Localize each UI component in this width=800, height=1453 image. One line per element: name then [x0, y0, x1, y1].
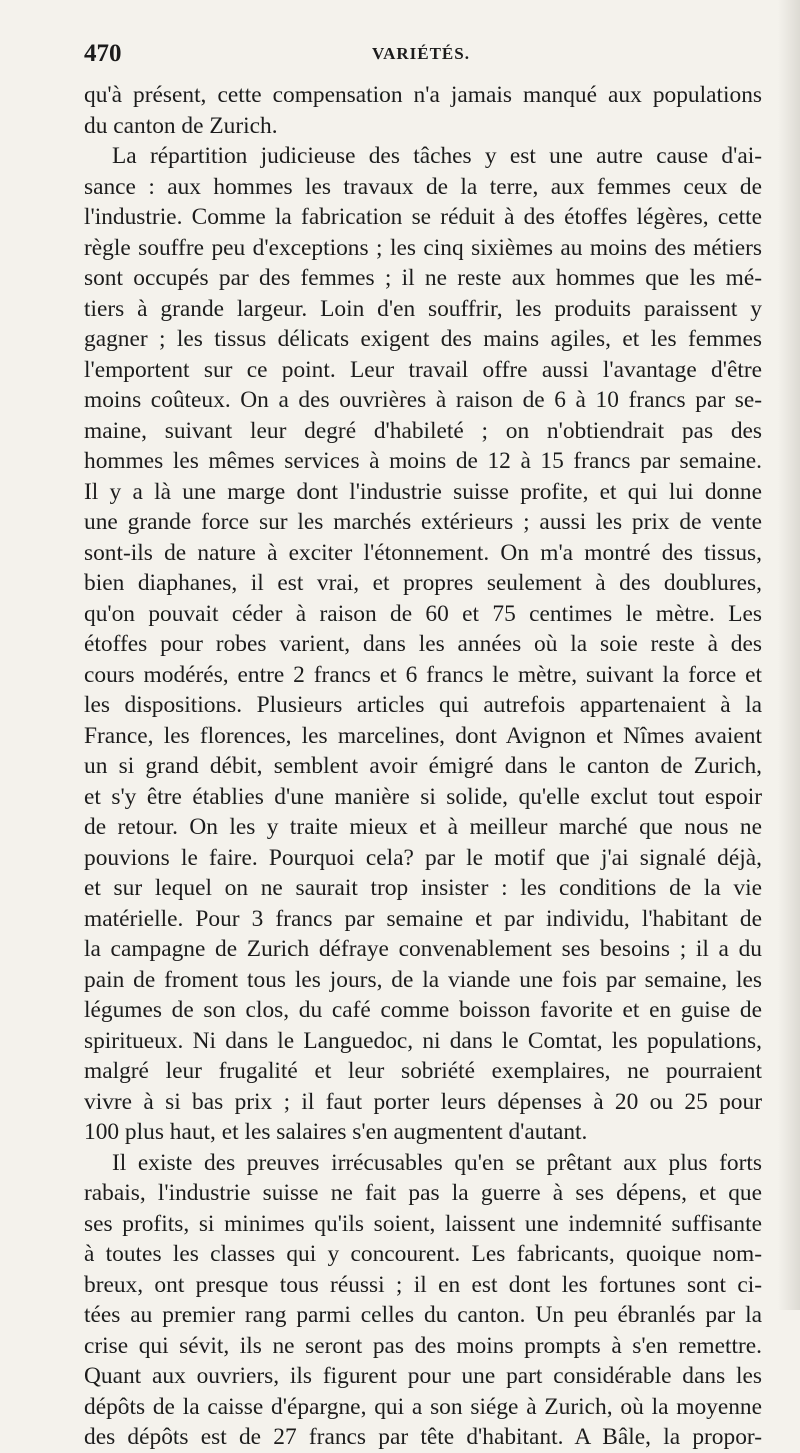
text-line: règle souffre peu d'exceptions ; les cinq sixièmes au moins des métiers: [84, 234, 762, 261]
text-line: vivre à si bas prix ; il faut porter leurs dépenses à 20 ou 25 pour: [84, 1088, 762, 1115]
text-line: tiers à grande largeur. Loin d'en souffrir, les produits paraissent y: [84, 295, 762, 322]
text-line: breux, ont presque tous réussi ; il en est dont les fortunes sont ci-: [84, 1271, 762, 1298]
text-line: Il existe des preuves irrécusables qu'en se prêtant aux plus forts: [112, 1149, 762, 1176]
text-line: spiritueux. Ni dans le Languedoc, ni dans le Comtat, les populations,: [84, 1027, 762, 1054]
page-header: [84, 34, 760, 80]
text-line: de retour. On les y traite mieux et à meilleur marché que nous ne: [84, 814, 762, 840]
text-line: crise qui sévit, ils ne seront pas des moins prompts à s'en remettre.: [84, 1332, 762, 1359]
text-line: les dispositions. Plusieurs articles qui autrefois appartenaient à la: [84, 692, 762, 718]
text-line: matérielle. Pour 3 francs par semaine et par individu, l'habitant de: [84, 905, 762, 932]
text-line: un si grand débit, semblent avoir émigré dans le canton de Zurich,: [84, 753, 762, 779]
text-line: l'industrie. Comme la fabrication se réduit à des étoffes légères, cette: [84, 204, 762, 230]
text-line: rabais, l'industrie suisse ne fait pas la guerre à ses dépens, et que: [84, 1180, 762, 1206]
text-line: France, les florences, les marcelines, dont Avignon et Nîmes avaient: [84, 722, 762, 749]
text-line: bien diaphanes, il est vrai, et propres seulement à des doublures,: [84, 570, 762, 596]
text-line: qu'on pouvait céder à raison de 60 et 75 centimes le mètre. Les: [84, 600, 762, 627]
text-line: La répartition judicieuse des tâches y est une autre cause d'ai-: [112, 143, 762, 169]
text-line: 100 plus haut, et les salaires s'en augmentent d'autant.: [84, 1119, 588, 1145]
text-line: une grande force sur les marchés extérieurs ; aussi les prix de vente: [84, 509, 762, 535]
text-line: pouvions le faire. Pourquoi cela? par le motif que j'ai signalé déjà,: [84, 844, 762, 871]
text-line: sont occupés par des femmes ; il ne reste aux hommes que les mé-: [84, 265, 762, 291]
text-line: légumes de son clos, du café comme boisson favorite et en guise de: [84, 997, 762, 1023]
text-line: dépôts de la caisse d'épargne, qui a son siége à Zurich, où la moyenne: [84, 1393, 762, 1420]
text-line: moins coûteux. On a des ouvrières à raison de 6 à 10 francs par se-: [84, 387, 762, 413]
text-line: tées au premier rang parmi celles du canton. Un peu ébranlés par la: [84, 1302, 762, 1328]
text-line: étoffes pour robes varient, dans les années où la soie reste à des: [84, 631, 762, 657]
text-line: gagner ; les tissus délicats exigent des mains agiles, et les femmes: [84, 326, 762, 352]
text-line: sont-ils de nature à exciter l'étonnement. On m'a montré des tissus,: [84, 539, 762, 566]
text-line: pain de froment tous les jours, de la viande une fois par semaine, les: [84, 966, 762, 993]
text-line: Quant aux ouvriers, ils figurent pour une part considérable dans les: [84, 1363, 762, 1389]
text-line: maine, suivant leur degré d'habileté ; on n'obtiendrait pas des: [84, 417, 762, 444]
running-title: VARIÉTÉS.: [372, 44, 470, 63]
text-line: cours modérés, entre 2 francs et 6 francs le mètre, suivant la force et: [84, 661, 762, 688]
text-line: l'emportent sur ce point. Leur travail offre aussi l'avantage d'être: [84, 356, 762, 383]
text-line: ses profits, si minimes qu'ils soient, laissent une indemnité suffisante: [84, 1210, 762, 1237]
text-line: du canton de Zurich.: [84, 112, 278, 139]
text-line: sance : aux hommes les travaux de la terre, aux femmes ceux de: [84, 173, 762, 200]
text-line: des dépôts est de 27 francs par tête d'habitant. A Bâle, la propor-: [84, 1424, 762, 1450]
text-line: qu'à présent, cette compensation n'a jamais manqué aux populations: [84, 82, 762, 108]
text-line: Il y a là une marge dont l'industrie suisse profite, et qui lui donne: [84, 478, 762, 505]
text-line: et sur lequel on ne saurait trop insister : les conditions de la vie: [84, 875, 762, 901]
text-line: la campagne de Zurich défraye convenablement ses besoins ; il a du: [84, 936, 762, 962]
text-line: hommes les mêmes services à moins de 12 à 15 francs par semaine.: [84, 448, 762, 474]
text-line: à toutes les classes qui y concourent. Les fabricants, quoique nom-: [84, 1241, 762, 1267]
page-number: 470: [84, 40, 122, 67]
body-text: [84, 80, 762, 1453]
text-line: malgré leur frugalité et leur sobriété exemplaires, ne pourraient: [84, 1058, 762, 1084]
text-line: et s'y être établies d'une manière si solide, qu'elle exclut tout espoir: [84, 783, 762, 810]
page-edge-shadow: [778, 0, 800, 1310]
